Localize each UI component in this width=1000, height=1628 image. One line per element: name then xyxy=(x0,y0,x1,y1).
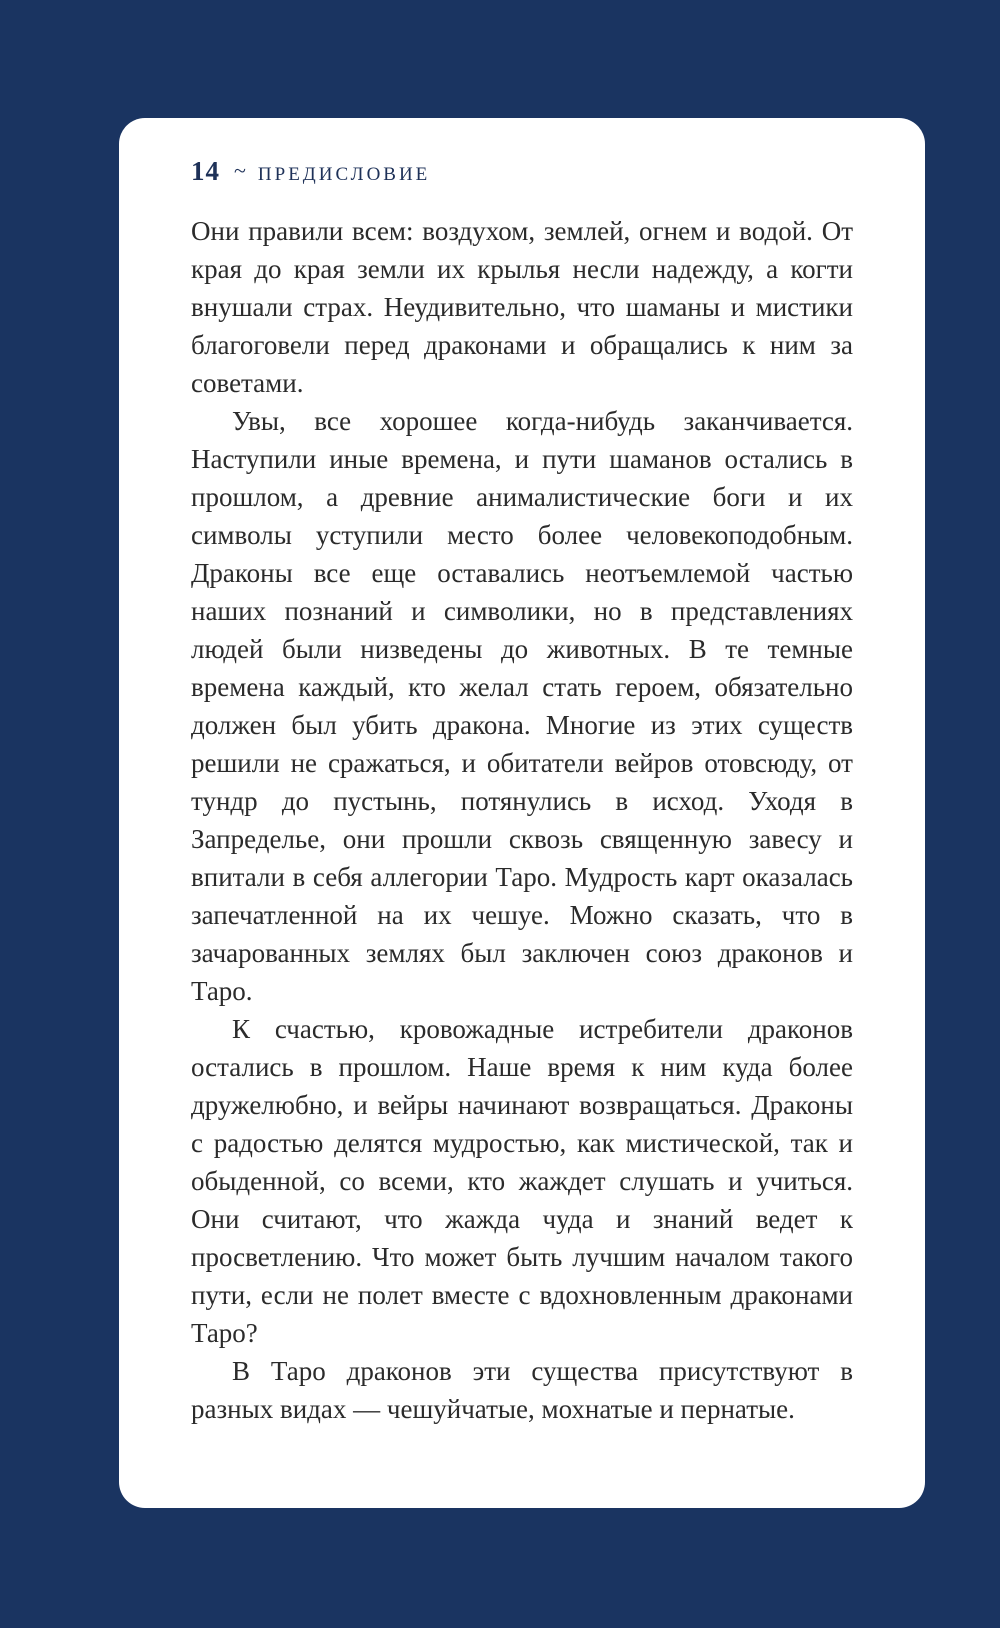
header-separator: ~ xyxy=(234,158,246,183)
running-head xyxy=(191,156,853,196)
paragraph-4: В Таро драконов эти существа присутствуют в разных видах — чешуйчатые, мохнатые и пернатые. xyxy=(191,1356,853,1424)
paragraph-1: Они правили всем: воздухом, землей, огнем и водой. От края до края земли их крылья несли надежду, а когти внушали страх. Неудивительно, что шаманы и мистики благоговели перед драконами и обращались к ним за советами. xyxy=(191,216,853,398)
paragraph-3: К счастью, кровожадные истребители драконов остались в прошлом. Наше время к ним куда более дружелюбно, и вейры начинают возвращаться. Драконы с радостью делятся мудростью, как мистической, так и обыденной, со всеми, кто жаждет слушать и учиться. Они считают, что жажда чуда и знаний ведет к просветлению. Что может быть лучшим началом такого пути, если не полет вместе с вдохновленным драконами Таро? xyxy=(191,1014,853,1348)
paragraph-2: Увы, все хорошее когда-нибудь заканчивается. Наступили иные времена, и пути шаманов остались в прошлом, а древние анималистические боги и их символы уступили место более человекоподобным. Драконы все еще оставались неотъемлемой частью наших познаний и символики, но в представлениях людей были низведены до животных. В те темные времена каждый, кто желал стать героем, обязательно должен был убить дракона. Многие из этих существ решили не сражаться, и обитатели вейров отовсюду, от тундр до пустынь, потянулись в исход. Уходя в Запределье, они прошли сквозь священную завесу и впитали в себя аллегории Таро. Мудрость карт оказалась запечатленной на их чешуе. Можно сказать, что в зачарованных землях был заключен союз драконов и Таро. xyxy=(191,406,853,1006)
section-title: ПРЕДИСЛОВИЕ xyxy=(257,164,431,185)
page-number: 14 xyxy=(191,156,220,186)
body-text xyxy=(191,212,853,1428)
book-page xyxy=(119,118,925,1508)
